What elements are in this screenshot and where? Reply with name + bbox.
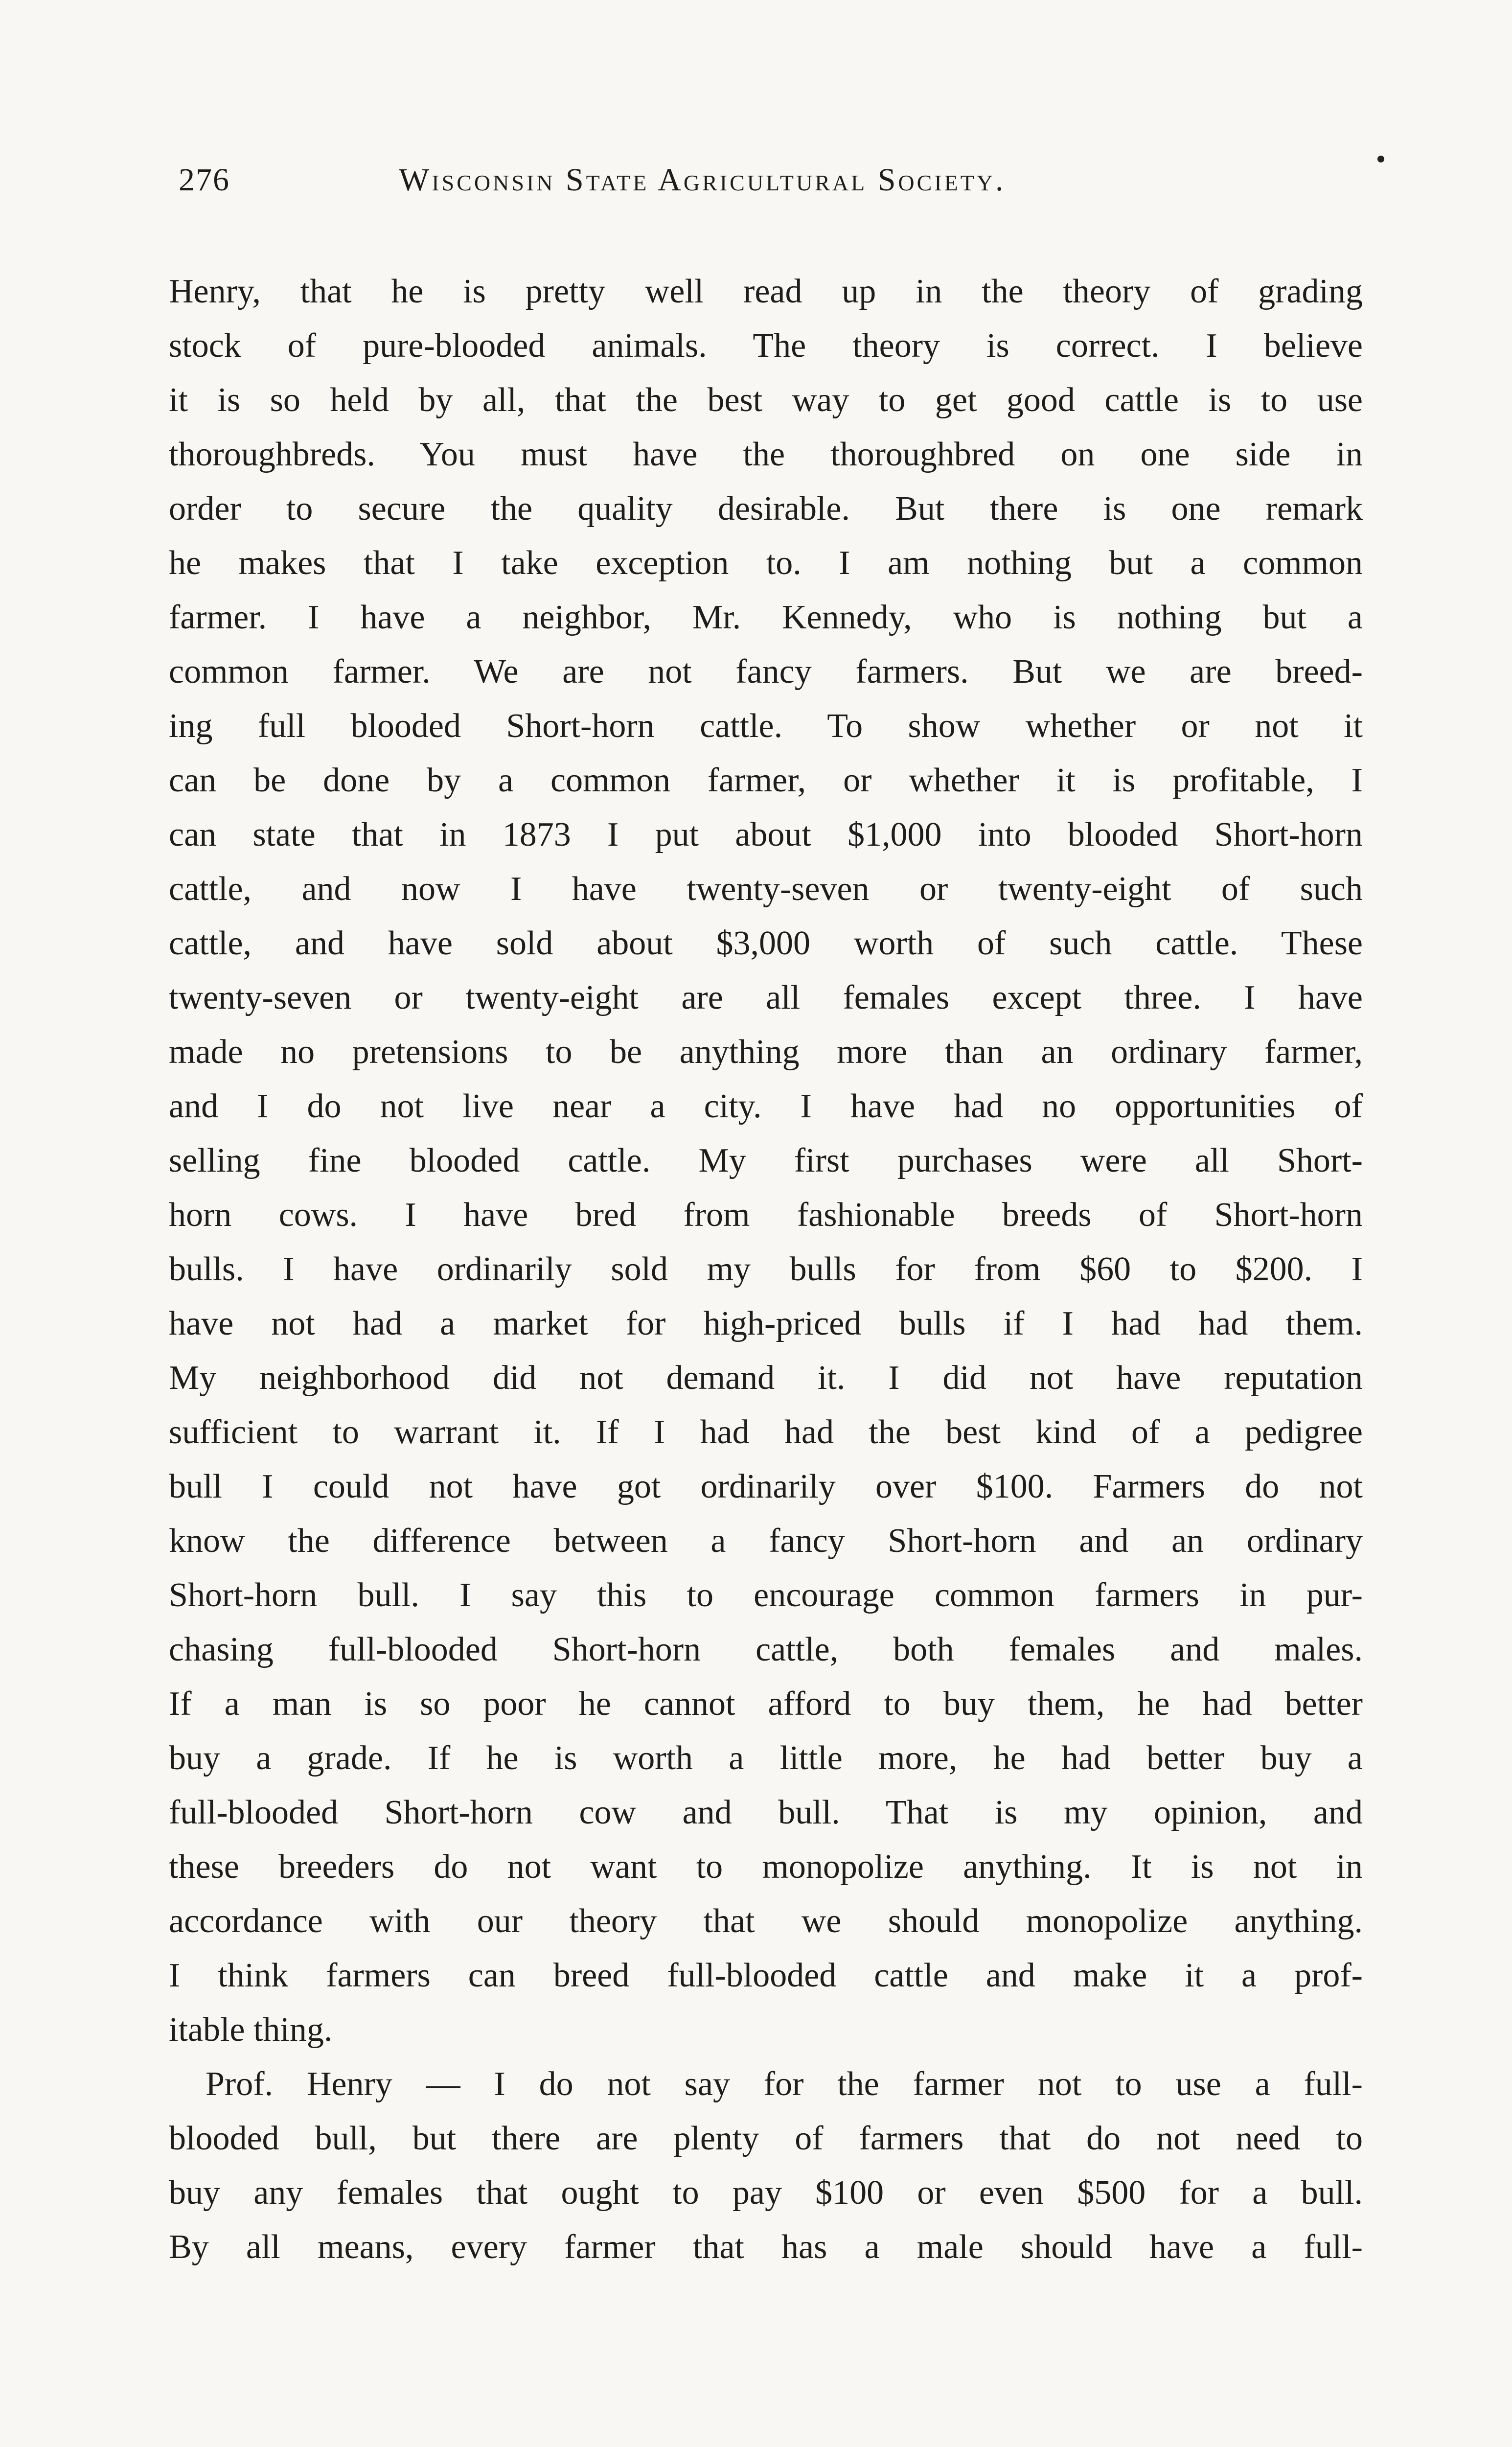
page-number: 276 [179, 162, 230, 198]
text-line: bulls. I have ordinarily sold my bulls for from $60 to $200. I [169, 1250, 1363, 1288]
text-line: he makes that I take exception to. I am nothing but a common [169, 544, 1363, 582]
text-line: My neighborhood did not demand it. I did not have reputation [169, 1359, 1363, 1397]
text-line: made no pretensions to be anything more than an ordinary farmer, [169, 1033, 1363, 1071]
text-line: know the difference between a fancy Short-horn and an ordinary [169, 1522, 1363, 1560]
text-line: it is so held by all, that the best way to get good cattle is to use [169, 381, 1363, 419]
text-line: farmer. I have a neighbor, Mr. Kennedy, who is nothing but a [169, 599, 1363, 636]
text-line: buy any females that ought to pay $100 or even $500 for a bull. [169, 2174, 1363, 2212]
text-line: Short-horn bull. I say this to encourage common farmers in pur- [169, 1576, 1363, 1614]
page-header [0, 162, 1512, 206]
text-line: sufficient to warrant it. If I had had the best kind of a pedigree [169, 1413, 1363, 1451]
text-line: Prof. Henry — I do not say for the farmer not to use a full- [206, 2065, 1363, 2103]
text-line: Henry, that he is pretty well read up in the theory of grading [169, 273, 1363, 310]
text-line: accordance with our theory that we should monopolize anything. [169, 1902, 1363, 1940]
body-text [169, 264, 1363, 2274]
text-line: common farmer. We are not fancy farmers. But we are breed- [169, 653, 1363, 691]
text-line: itable thing. [169, 2011, 333, 2049]
text-line: can state that in 1873 I put about $1,000 into blooded Short-horn [169, 816, 1363, 854]
text-line: order to secure the quality desirable. But there is one remark [169, 490, 1363, 528]
text-line: bull I could not have got ordinarily over $100. Farmers do not [169, 1468, 1363, 1505]
text-line: ing full blooded Short-horn cattle. To show whether or not it [169, 707, 1363, 745]
text-line: By all means, every farmer that has a male should have a full- [169, 2228, 1363, 2266]
text-line: horn cows. I have bred from fashionable breeds of Short-horn [169, 1196, 1363, 1234]
text-line: I think farmers can breed full-blooded cattle and make it a prof- [169, 1957, 1363, 1994]
text-line: can be done by a common farmer, or whether it is profitable, I [169, 762, 1363, 799]
text-line: cattle, and have sold about $3,000 worth of such cattle. These [169, 924, 1363, 962]
text-line: buy a grade. If he is worth a little more, he had better buy a [169, 1739, 1363, 1777]
text-line: twenty-seven or twenty-eight are all females except three. I have [169, 979, 1363, 1016]
text-line: blooded bull, but there are plenty of farmers that do not need to [169, 2120, 1363, 2157]
text-line: thoroughbreds. You must have the thoroughbred on one side in [169, 436, 1363, 473]
text-line: stock of pure-blooded animals. The theory is correct. I believe [169, 327, 1363, 365]
text-line: these breeders do not want to monopolize anything. It is not in [169, 1848, 1363, 1886]
text-line: full-blooded Short-horn cow and bull. That is my opinion, and [169, 1794, 1363, 1831]
text-line: and I do not live near a city. I have had no opportunities of [169, 1087, 1363, 1125]
text-line: cattle, and now I have twenty-seven or twenty-eight of such [169, 870, 1363, 908]
text-line: If a man is so poor he cannot afford to buy them, he had better [169, 1685, 1363, 1723]
text-line: selling fine blooded cattle. My first purchases were all Short- [169, 1142, 1363, 1179]
text-line: chasing full-blooded Short-horn cattle, both females and males. [169, 1631, 1363, 1668]
running-head: Wisconsin State Agricultural Society. [399, 162, 1006, 198]
text-line: have not had a market for high-priced bulls if I had had them. [169, 1305, 1363, 1342]
